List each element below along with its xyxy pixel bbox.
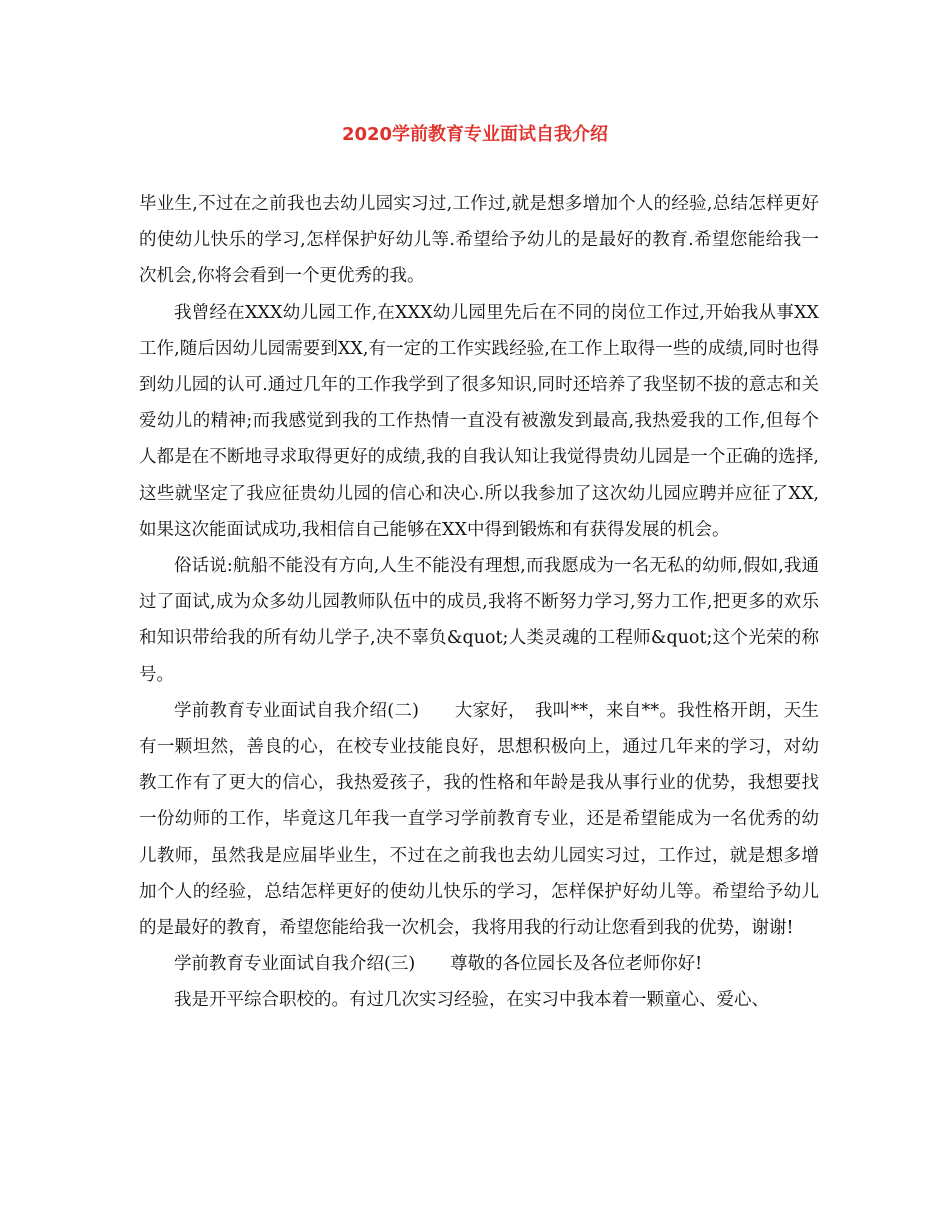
paragraph-5: 学前教育专业面试自我介绍(三) 尊敬的各位园长及各位老师你好!: [174, 954, 703, 975]
paragraph-6: 我是开平综合职校的。有过几次实习经验，在实习中我本着一颗童心、爱心、: [174, 990, 769, 1011]
paragraph-2: 我曾经在XXX幼儿园工作,在XXX幼儿园里先后在不同的岗位工作过,开始我从事XX工作,随后因幼儿园需要到XX,有一定的工作实践经验,在工作上取得一些的成绩,同时也得到幼儿园的认可.通过几年的工作我学到了很多知识,同时还培养了我坚韧不拔的意志和关爱幼儿的精神;而我感觉到我的工作热情一直没有被激发到最高,我热爱我的工作,但每个人都是在不断地寻求取得更好的成绩,我的自我认知让我觉得贵幼儿园是一个正确的选择,这些就坚定了我应征贵幼儿园的信心和决心.所以我参加了这次幼儿园应聘并应征了XX,如果这次能面试成功,我相信自己能够在XX中得到锻炼和有获得发展的机会。: [139, 302, 819, 540]
document-body: [139, 186, 819, 1019]
paragraph-3: 俗话说:航船不能没有方向,人生不能没有理想,而我愿成为一名无私的幼师,假如,我通过了面试,成为众多幼儿园教师队伍中的成员,我将不断努力学习,努力工作,把更多的欢乐和知识带给我的所有幼儿学子,决不辜负&quot;人类灵魂的工程师&quot;这个光荣的称号。: [139, 556, 819, 685]
paragraph-1: 毕业生,不过在之前我也去幼儿园实习过,工作过,就是想多增加个人的经验,总结怎样更好的使幼儿快乐的学习,怎样保护好幼儿等.希望给予幼儿的是最好的教育.希望您能给我一次机会,你将会看到一个更优秀的我。: [139, 194, 819, 287]
document-title: 2020学前教育专业面试自我介绍: [341, 124, 609, 145]
paragraph-4: 学前教育专业面试自我介绍(二) 大家好， 我叫**，来自**。我性格开朗，天生有一颗坦然，善良的心，在校专业技能良好，思想积极向上，通过几年来的学习，对幼教工作有了更大的信心，我热爱孩子，我的性格和年龄是我从事行业的优势，我想要找一份幼师的工作，毕竟这几年我一直学习学前教育专业，还是希望能成为一名优秀的幼儿教师，虽然我是应届毕业生，不过在之前我也去幼儿园实习过，工作过，就是想多增加个人的经验，总结怎样更好的使幼儿快乐的学习，怎样保护好幼儿等。希望给予幼儿的是最好的教育，希望您能给我一次机会，我将用我的行动让您看到我的优势，谢谢!: [139, 700, 819, 939]
